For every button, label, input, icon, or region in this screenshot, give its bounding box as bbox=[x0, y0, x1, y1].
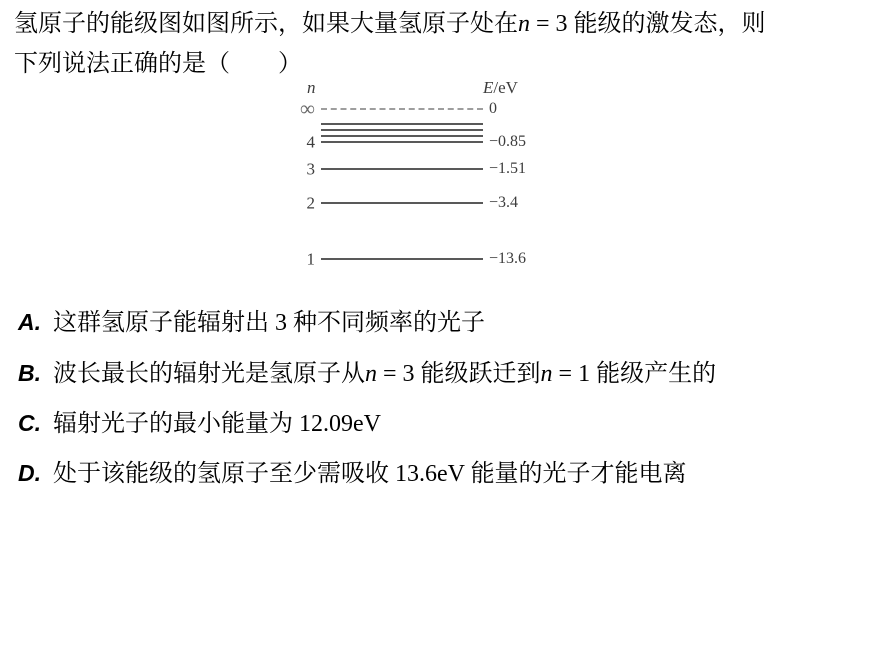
n-axis-label: n bbox=[307, 78, 316, 97]
level-line bbox=[321, 129, 483, 131]
level-n-label: 1 bbox=[306, 249, 315, 269]
level-energy-label: −13.6 bbox=[489, 250, 527, 267]
text-segment: n bbox=[518, 11, 530, 37]
energy-axis-label bbox=[483, 78, 518, 98]
level-energy-label: 0 bbox=[489, 100, 497, 117]
level-line bbox=[321, 108, 483, 110]
text-segment: 能量的光子才能电离 bbox=[470, 461, 687, 487]
level-n-label: 4 bbox=[306, 132, 315, 152]
level-line bbox=[321, 168, 483, 170]
text-segment: 能级产生的 bbox=[596, 361, 717, 387]
text-segment: 12.09eV bbox=[293, 411, 381, 437]
level-energy-label: −0.85 bbox=[489, 133, 527, 150]
energy-unit: /eV bbox=[493, 78, 518, 97]
text-segment: 处于该能级的氢原子至少需吸收 bbox=[53, 461, 389, 487]
level-energy-label: −1.51 bbox=[489, 160, 527, 177]
option-A bbox=[18, 306, 485, 339]
option-text bbox=[53, 310, 485, 336]
option-label: A. bbox=[18, 309, 41, 335]
text-segment: 种不同频率的光子 bbox=[293, 310, 485, 336]
text-segment: 能级跃迁到 bbox=[420, 361, 541, 387]
text-segment: 13.6eV bbox=[389, 461, 471, 487]
option-text bbox=[53, 411, 381, 437]
text-segment: 能级的激发态，则 bbox=[573, 11, 766, 37]
text-segment: 3 bbox=[269, 310, 293, 336]
level-energy-label: −3.4 bbox=[489, 194, 519, 211]
text-segment: = 3 bbox=[530, 11, 574, 37]
text-segment: = 1 bbox=[552, 361, 597, 387]
question-line-1 bbox=[14, 4, 864, 44]
text-segment: 辐射光子的最小能量为 bbox=[53, 411, 293, 437]
option-label: B. bbox=[18, 360, 41, 386]
option-D bbox=[18, 457, 687, 490]
option-text bbox=[53, 461, 687, 487]
text-segment: 下列说法正确的是（ ） bbox=[14, 51, 302, 77]
level-n-label: ∞ bbox=[300, 96, 315, 121]
level-n-label: 3 bbox=[306, 159, 315, 179]
option-C bbox=[18, 407, 381, 440]
level-line bbox=[321, 202, 483, 204]
text-segment: 这群氢原子能辐射出 bbox=[53, 310, 269, 336]
option-text bbox=[53, 361, 716, 387]
level-n-label: 2 bbox=[306, 193, 315, 213]
option-B bbox=[18, 357, 716, 390]
text-segment: 氢原子的能级图如图所示，如果大量氢原子处在 bbox=[14, 11, 518, 37]
option-label: C. bbox=[18, 410, 41, 436]
text-segment: n bbox=[365, 361, 377, 387]
level-line bbox=[321, 141, 483, 143]
level-line bbox=[321, 135, 483, 137]
text-segment: n bbox=[540, 361, 553, 387]
level-line bbox=[321, 258, 483, 260]
option-label: D. bbox=[18, 460, 41, 486]
level-line bbox=[321, 123, 483, 125]
energy-symbol: E bbox=[483, 78, 494, 97]
question-text bbox=[14, 4, 864, 84]
text-segment: 波长最长的辐射光是氢原子从 bbox=[53, 361, 365, 387]
energy-level-diagram bbox=[293, 76, 553, 281]
text-segment: = 3 bbox=[377, 361, 421, 387]
